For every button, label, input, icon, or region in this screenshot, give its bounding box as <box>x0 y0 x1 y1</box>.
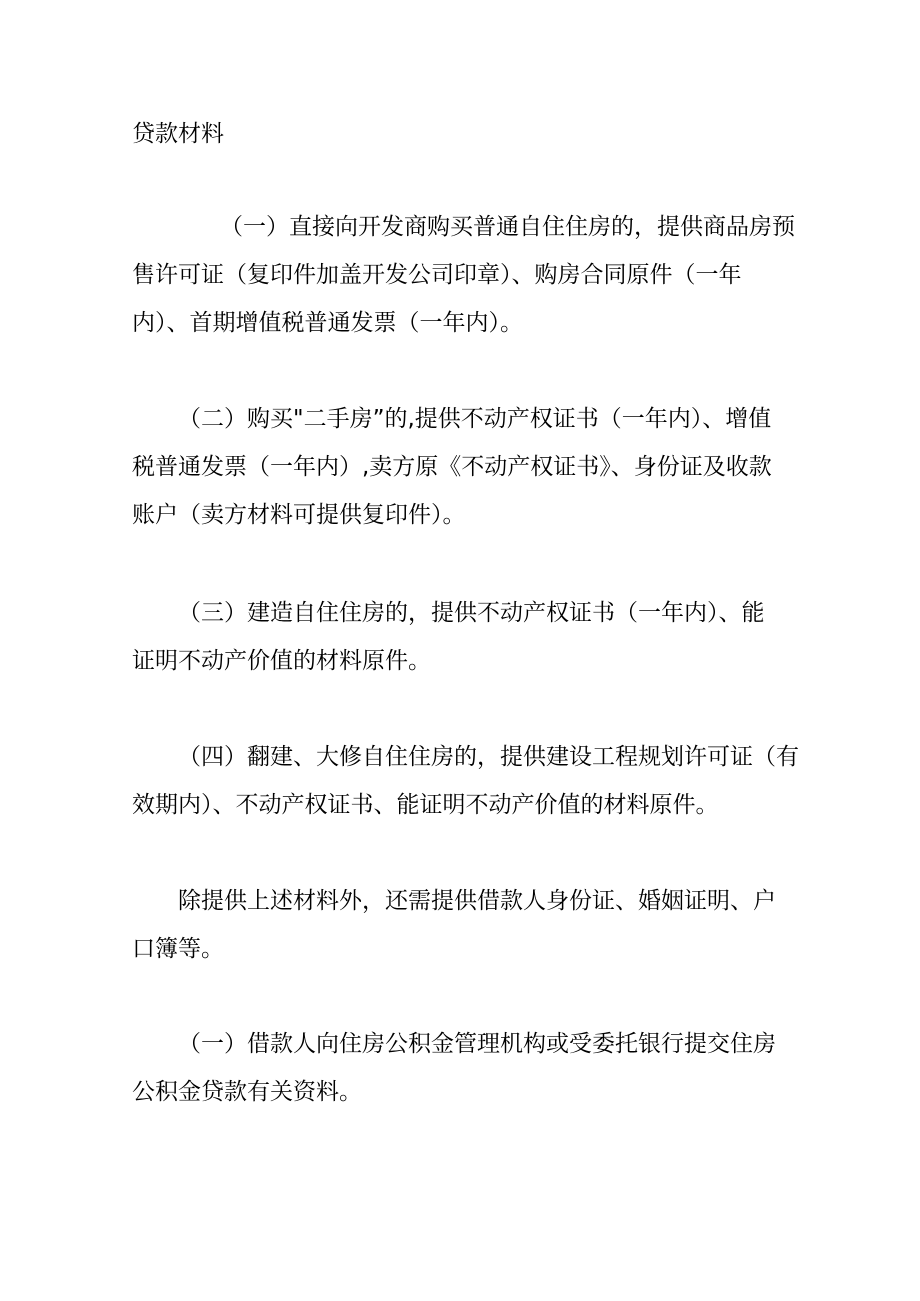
text-line: 除提供上述材料外，还需提供借款人身份证、婚姻证明、户 <box>178 888 776 914</box>
paragraph-presale-purchase <box>132 203 794 347</box>
text-line: 证明不动产价值的材料原件。 <box>132 648 431 674</box>
paragraph-additional-materials <box>132 877 794 973</box>
text-line: 账户（卖方材料可提供复印件）。 <box>132 502 466 528</box>
paragraph-rebuild-renovation <box>132 733 799 829</box>
paragraph-second-hand-purchase <box>132 395 794 539</box>
text-line: （二）购买"二手房”的,提供不动产权证书（一年内）、增值 <box>178 406 772 432</box>
text-line: 税普通发票（一年内）,卖方原《不动产权证书》、身份证及收款 <box>132 454 772 480</box>
text-line: （四）翻建、大修自住住房的，提供建设工程规划许可证（有 <box>178 744 799 770</box>
paragraph-self-build <box>132 589 794 685</box>
paragraph-application-submission <box>132 1020 794 1116</box>
text-line: （一）直接向开发商购买普通自住住房的，提供商品房预 <box>220 214 795 240</box>
text-line: 内）、首期增值税普通发票（一年内）。 <box>132 310 523 336</box>
text-line: 公积金贷款有关资料。 <box>132 1079 362 1105</box>
text-line: 效期内）、不动产权证书、能证明不动产价值的材料原件。 <box>132 792 719 818</box>
document-title: 贷款材料 <box>132 121 224 147</box>
text-line: 口簿等。 <box>132 936 224 962</box>
text-line: （一）借款人向住房公积金管理机构或受委托银行提交住房 <box>178 1031 776 1057</box>
text-line: （三）建造自住住房的，提供不动产权证书（一年内）、能 <box>178 600 765 626</box>
text-line: 售许可证（复印件加盖开发公司印章）、购房合同原件（一年 <box>132 262 742 288</box>
